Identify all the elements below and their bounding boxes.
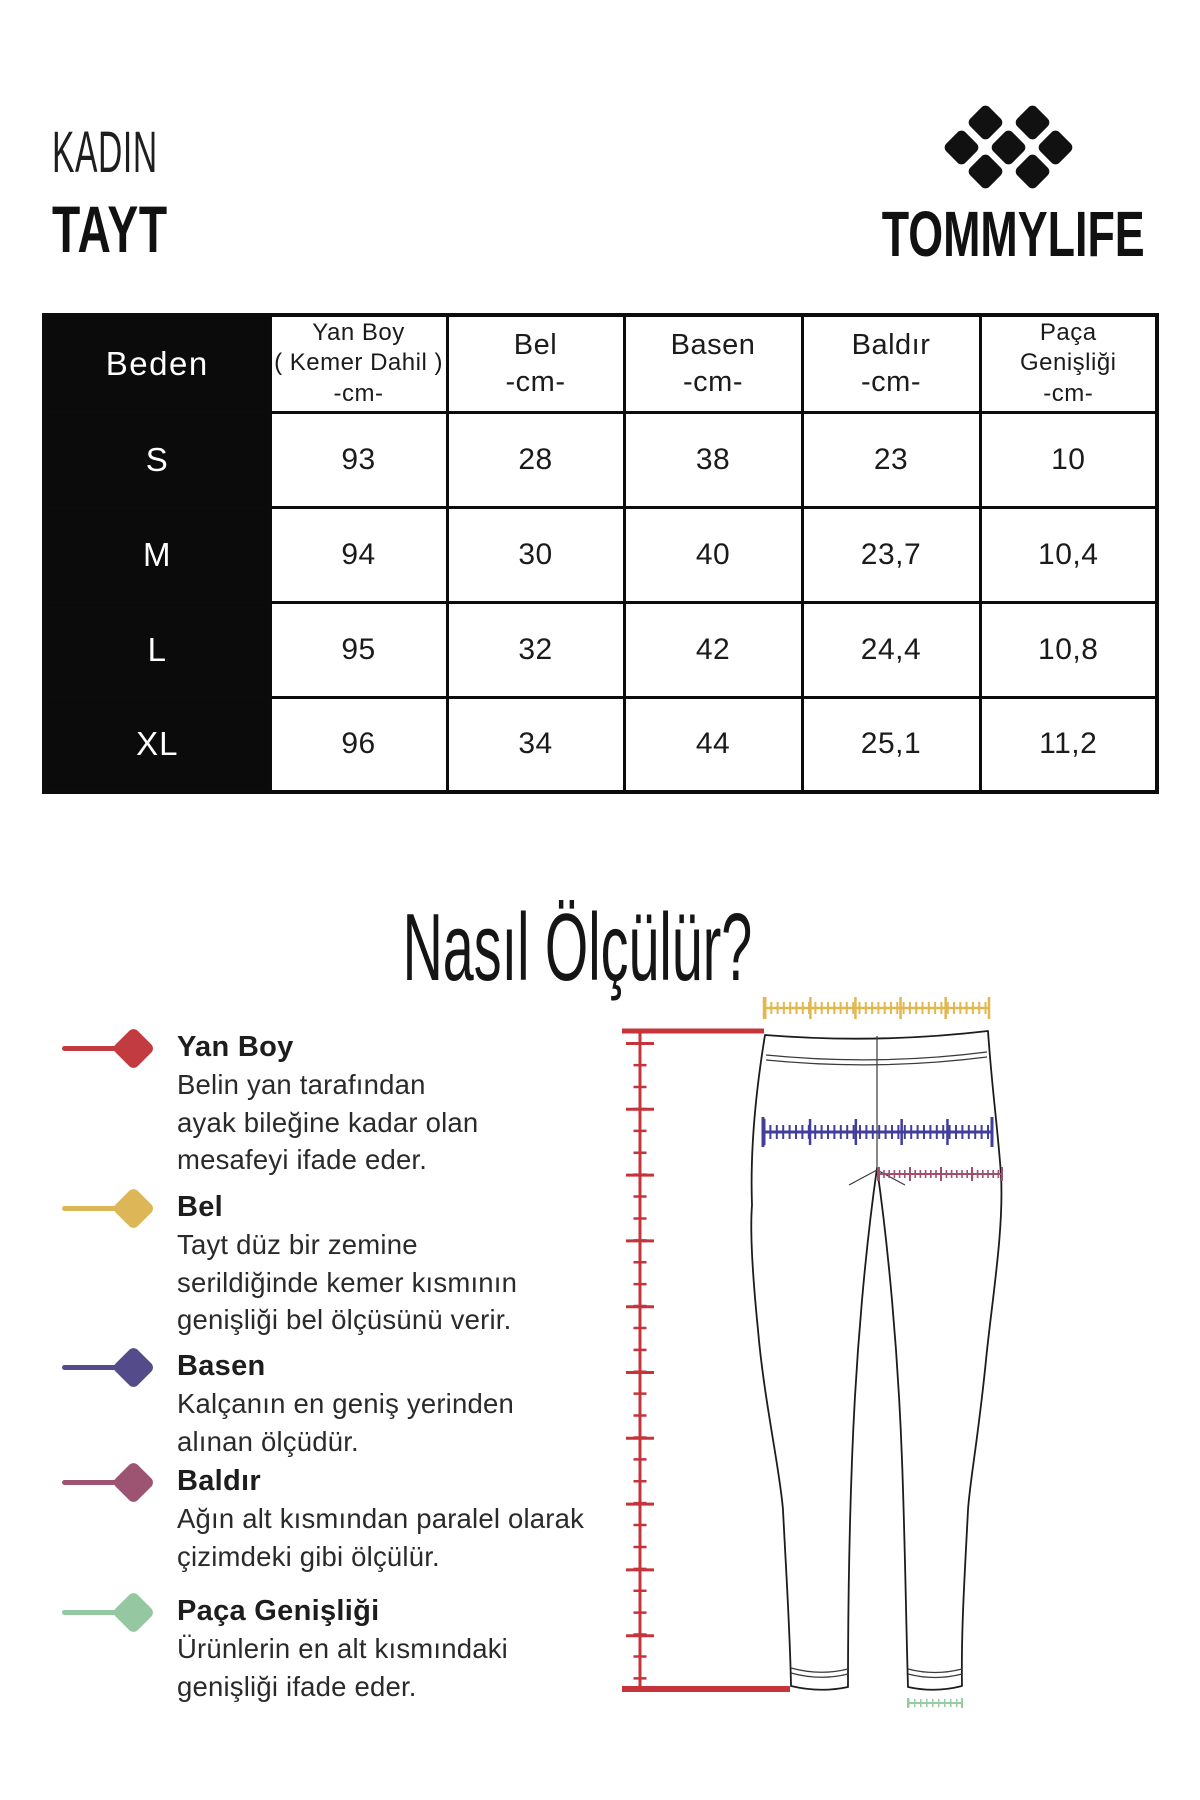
- logo-diamond-icon: [966, 103, 1004, 141]
- column-title: Bel: [513, 328, 558, 361]
- value-cell: 23,7: [802, 507, 980, 602]
- hip-ruler: [763, 1117, 992, 1147]
- waistband-seam: [766, 1052, 987, 1060]
- value-cell: 24,4: [802, 602, 980, 697]
- product-label: TAYT: [52, 192, 168, 266]
- legend-desc-line: Ağın alt kısmından paralel olarak: [177, 1503, 585, 1534]
- logo-diamond-icon: [1036, 128, 1074, 166]
- value-cell: 23: [802, 412, 980, 507]
- crotch-mark: [849, 1170, 877, 1185]
- legend-desc-line: mesafeyi ifade eder.: [177, 1144, 428, 1175]
- column-header-bel: [447, 315, 624, 412]
- value-cell: 42: [624, 602, 802, 697]
- table-row-xl: [44, 697, 1157, 792]
- logo-diamond-icon: [989, 128, 1027, 166]
- size-label: S: [44, 412, 270, 507]
- value-cell: 38: [624, 412, 802, 507]
- column-header-paca-genisligi: [980, 315, 1157, 412]
- measurement-diagram: [560, 985, 1040, 1730]
- legend-desc-line: çizimdeki gibi ölçülür.: [177, 1540, 440, 1572]
- logo-diamond-icon: [966, 152, 1004, 190]
- column-subtitle: Genişliği: [1019, 349, 1117, 377]
- column-subtitle: ( Kemer Dahil ): [274, 349, 443, 377]
- value-cell: 40: [624, 507, 802, 602]
- side-length-ruler: [622, 1031, 790, 1689]
- measure-line-icon: [62, 1365, 120, 1370]
- how-to-measure-section: [0, 894, 1155, 1001]
- column-unit: -cm-: [333, 380, 384, 408]
- logo-diamond-icon: [1013, 152, 1051, 190]
- legend-desc-line: Tayt düz bir zemine: [177, 1229, 418, 1260]
- diamond-icon: [112, 1461, 156, 1505]
- size-label: XL: [44, 697, 270, 792]
- diamond-icon: [112, 1346, 156, 1390]
- table-row-s: [44, 412, 1157, 507]
- garment-seams: [766, 1036, 987, 1678]
- value-cell: 44: [624, 697, 802, 792]
- column-title: Yan Boy: [312, 318, 405, 346]
- size-label: M: [44, 507, 270, 602]
- measure-line-icon: [62, 1046, 120, 1051]
- column-header-yan-boy: [270, 315, 447, 412]
- legend-title: Bel: [177, 1191, 224, 1223]
- category-label: KADIN: [52, 120, 158, 185]
- hem-seam-right: [908, 1669, 962, 1673]
- table-row-l: [44, 602, 1157, 697]
- legend-desc-line: serildiğinde kemer kısmının: [177, 1266, 518, 1298]
- legend-desc-line: Kalçanın en geniş yerinden: [177, 1388, 514, 1419]
- value-cell: 11,2: [980, 697, 1157, 792]
- crotch-mark: [877, 1170, 905, 1185]
- value-cell: 95: [270, 602, 447, 697]
- size-label: L: [44, 602, 270, 697]
- size-table: [42, 313, 1159, 794]
- hem-seam-left: [791, 1668, 848, 1672]
- value-cell: 96: [270, 697, 447, 792]
- logo-diamond-icon: [942, 128, 980, 166]
- value-cell: 30: [447, 507, 624, 602]
- column-unit: -cm-: [683, 365, 743, 398]
- value-cell: 93: [270, 412, 447, 507]
- legend-desc-line: genişliği bel ölçüsünü verir.: [177, 1304, 512, 1335]
- legend-desc-line: Ürünlerin en alt kısmındaki: [177, 1633, 508, 1664]
- legend-title: Yan Boy: [177, 1031, 294, 1063]
- table-row-m: [44, 507, 1157, 602]
- column-header-baldir: [802, 315, 980, 412]
- thigh-ruler: [878, 1167, 1002, 1181]
- column-title: Baldır: [851, 328, 931, 361]
- value-cell: 10: [980, 412, 1157, 507]
- column-title: Paça: [1039, 318, 1097, 346]
- how-to-measure-title: Nasıl Ölçülür?: [402, 894, 753, 1001]
- waistband-seam: [766, 1057, 987, 1065]
- legend-title: Basen: [177, 1350, 266, 1382]
- legend-title: Baldır: [177, 1465, 261, 1497]
- value-cell: 10,8: [980, 602, 1157, 697]
- legend-desc-line: alınan ölçüdür.: [177, 1425, 359, 1457]
- diamond-icon: [112, 1187, 156, 1231]
- measure-line-icon: [62, 1610, 120, 1615]
- value-cell: 34: [447, 697, 624, 792]
- hem-width-ruler: [908, 1698, 962, 1708]
- column-header-basen: [624, 315, 802, 412]
- legend-desc-line: Belin yan tarafından: [177, 1069, 426, 1100]
- value-cell: 25,1: [802, 697, 980, 792]
- waist-ruler: [764, 997, 989, 1019]
- value-cell: 10,4: [980, 507, 1157, 602]
- logo-diamond-icon: [1013, 103, 1051, 141]
- diamond-icon: [112, 1027, 156, 1071]
- measure-line-icon: [62, 1480, 120, 1485]
- measure-line-icon: [62, 1206, 120, 1211]
- column-unit: -cm-: [1043, 380, 1094, 408]
- leggings-outline: [751, 1031, 1001, 1690]
- legend-desc-line: genişliği ifade eder.: [177, 1670, 417, 1702]
- size-column-header: Beden: [44, 315, 270, 412]
- legend-title: Paça Genişliği: [177, 1595, 380, 1627]
- brand-wordmark: TOMMYLIFE: [882, 198, 1145, 270]
- value-cell: 32: [447, 602, 624, 697]
- column-unit: -cm-: [861, 365, 921, 398]
- value-cell: 28: [447, 412, 624, 507]
- hem-seam-left: [791, 1673, 848, 1677]
- diamond-icon: [112, 1591, 156, 1635]
- value-cell: 94: [270, 507, 447, 602]
- column-unit: -cm-: [505, 365, 566, 398]
- hem-seam-right: [908, 1674, 962, 1678]
- legend-desc-line: ayak bileğine kadar olan: [177, 1106, 479, 1138]
- column-title: Basen: [670, 328, 756, 361]
